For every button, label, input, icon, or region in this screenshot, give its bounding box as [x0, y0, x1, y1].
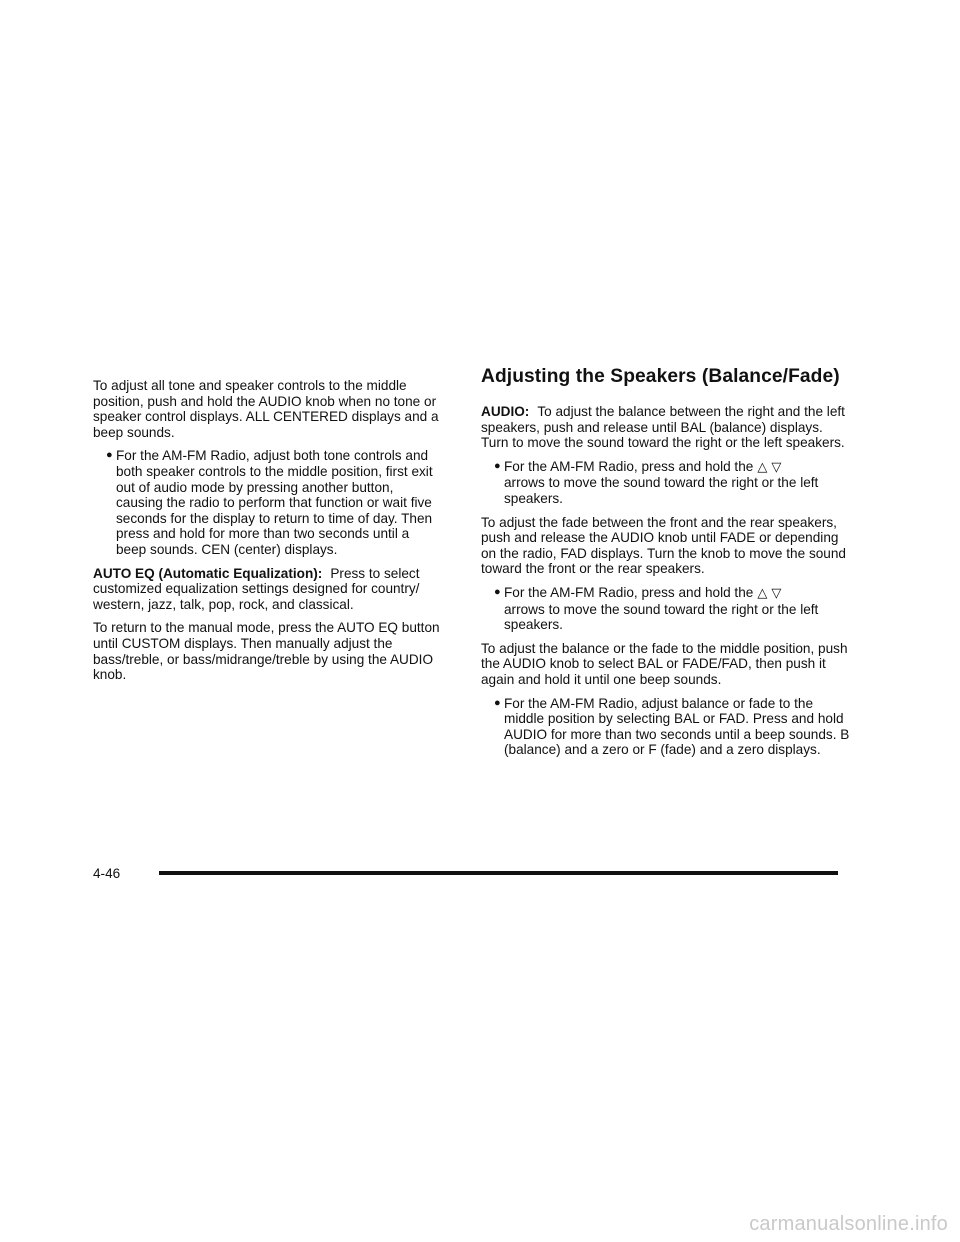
- bullet-item: [481, 696, 851, 758]
- auto-eq-body: Press to select customized equalization settings designed for country/ western, jazz, talk, pop, rock, and classical.: [93, 565, 420, 612]
- audio-balance-paragraph: [481, 404, 851, 451]
- seek-arrows-icon: △▽: [757, 459, 786, 475]
- bullet-text: For the AM-FM Radio, adjust both tone controls and both speaker controls to the middle position, first exit out of audio mode by pressing another button, causing the radio to perform that function or wait five seconds for the display to return to time of day. Then press and hold for more than two seconds until a beep sounds. CEN (center) displays.: [116, 448, 433, 557]
- tone-reset-paragraph: To adjust all tone and speaker controls to the middle position, push and hold the AUDIO knob when no tone or speaker control displays. ALL CENTERED displays and a beep sounds.: [93, 378, 439, 440]
- section-heading: Adjusting the Speakers (Balance/Fade): [481, 366, 840, 387]
- bullet-text: For the AM-FM Radio, adjust balance or fade to the middle position by selecting BAL or FAD. Press and hold AUDIO for more than two seconds until a beep sounds. B (balance) and a zero or F (fade) and a zero displays.: [504, 695, 850, 758]
- left-column: [93, 378, 443, 691]
- manual-mode-paragraph: To return to the manual mode, press the AUTO EQ button until CUSTOM displays. Then manually adjust the bass/treble, or bass/midrange/treble by using the AUDIO knob.: [93, 620, 440, 683]
- center-balance-paragraph: To adjust the balance or the fade to the middle position, push the AUDIO knob to select BAL or FADE/FAD, then push it again and hold it until one beep sounds.: [481, 640, 848, 687]
- bullet-dot-icon: ●: [106, 449, 113, 462]
- watermark: carmanualsonline.info: [749, 1213, 948, 1235]
- bullet-text-continued: arrows to move the sound toward the right or the left speakers.: [504, 475, 819, 506]
- bullet-item: [481, 459, 851, 507]
- fade-paragraph: To adjust the fade between the front and the rear speakers, push and release the AUDIO knob until FADE or depending on the radio, FAD displays. Turn the knob to move the sound toward the front or the rear speakers.: [481, 514, 846, 577]
- footer-rule: [159, 871, 838, 875]
- auto-eq-lead: AUTO EQ (Automatic Equalization):: [93, 565, 323, 581]
- bullet-item: [93, 448, 443, 557]
- bullet-text-continued: arrows to move the sound toward the right or the left speakers.: [504, 601, 819, 633]
- bullet-dot-icon: ●: [494, 696, 501, 709]
- page-number: 4-46: [93, 866, 121, 881]
- bullet-text: For the AM-FM Radio, press and hold the: [504, 458, 754, 474]
- right-column: [481, 366, 851, 766]
- seek-arrows-icon: △▽: [757, 585, 786, 601]
- bullet-dot-icon: ●: [494, 459, 501, 472]
- bullet-item: [481, 585, 851, 633]
- bullet-text: For the AM-FM Radio, press and hold the: [504, 584, 754, 600]
- auto-eq-paragraph: [93, 566, 443, 613]
- audio-lead: AUDIO:: [481, 404, 530, 419]
- audio-body: To adjust the balance between the right and the left speakers, push and release until BAL (balance) displays. Turn to move the sound toward the right or the left speakers.: [481, 404, 845, 451]
- bullet-dot-icon: ●: [494, 585, 501, 598]
